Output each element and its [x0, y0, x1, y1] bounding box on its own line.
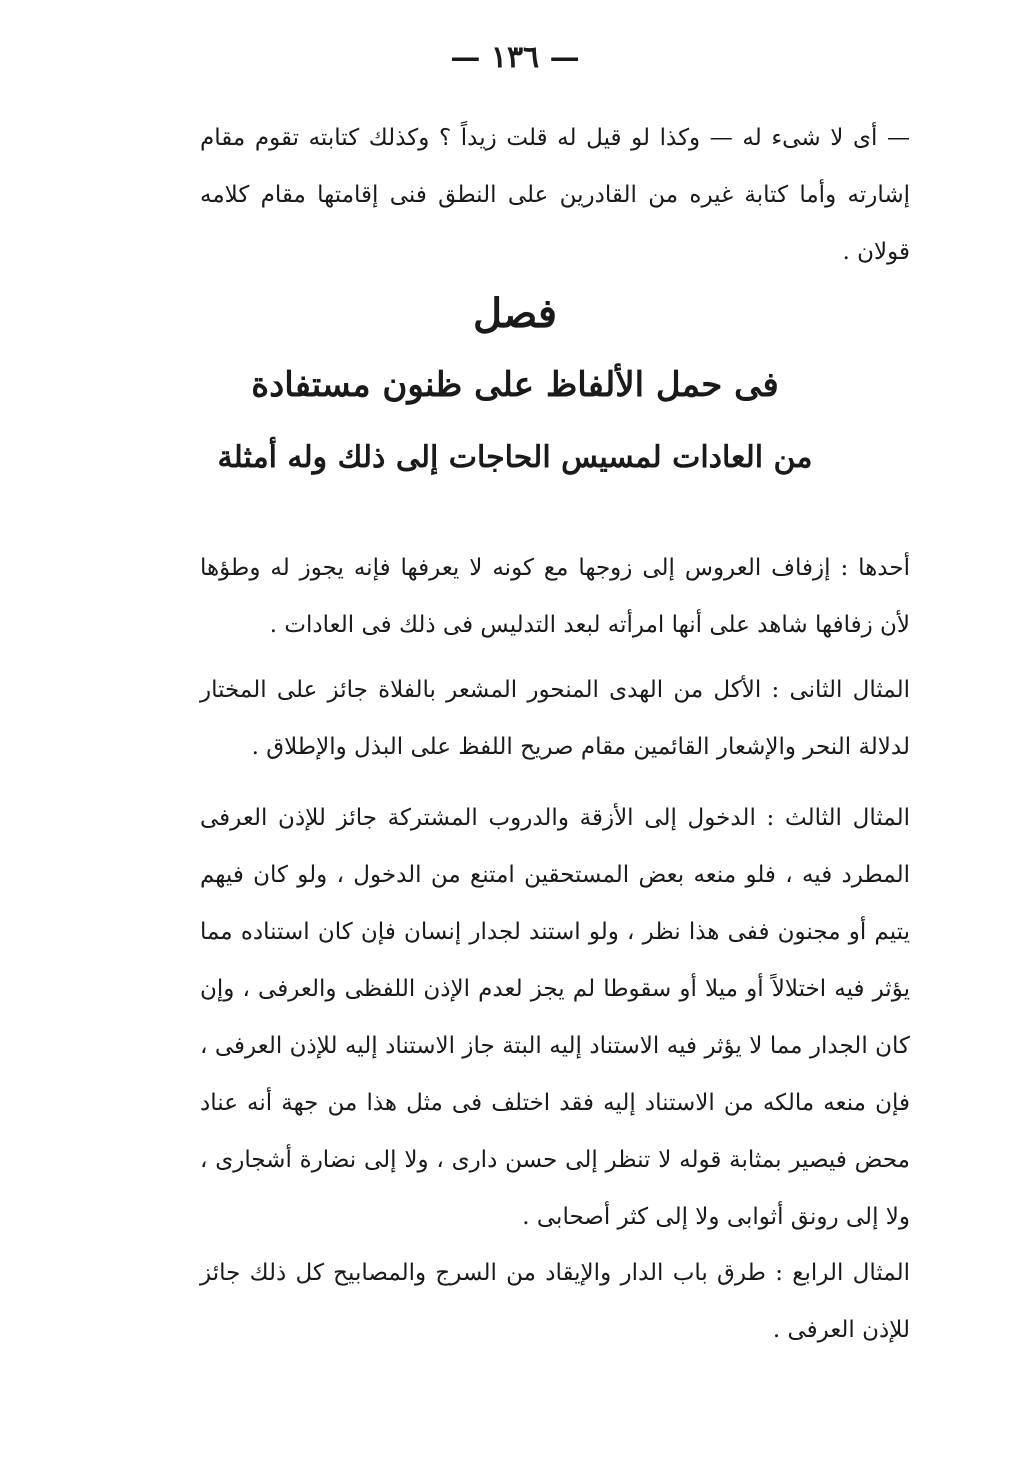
example-2-paragraph: المثال الثانى : الأكل من الهدى المنحور المشعر بالفلاة جائز على المختار لدلالة النحر والإشعار القائمين مقام صريح اللفظ على البذل والإطلاق .: [200, 677, 910, 760]
section-title-line-2: من العادات لمسيس الحاجات إلى ذلك وله أمثلة: [217, 440, 813, 475]
section-label: فصل: [472, 290, 558, 337]
example-3-paragraph: المثال الثالث : الدخول إلى الأزقة والدروب المشتركة جائز للإذن العرفى المطرد فيه ، فلو منعه بعض المستحقين امتنع من الدخول ، ولو كان فيهم يتيم أو مجنون ففى هذا نظر ، ولو استند لجدار إنسان فإن كان استناده مما يؤثر فيه اختلالاً أو ميلا أو سقوطا لم يجز لعدم الإذن اللفظى والعرفى ، وإن كان الجدار مما لا يؤثر فيه الاستناد إليه البتة جاز الاستناد إليه للإذن العرفى ، فإن منعه مالكه من الاستناد إليه فقد اختلف فى مثل هذا من جهة أنه عناد محض فيصير بمثابة قوله لا تنظر إلى حسن دارى ، ولا إلى نضارة أشجارى ، ولا إلى رونق أثوابى ولا إلى كثر أصحابى .: [200, 805, 910, 1230]
example-4-paragraph: المثال الرابع : طرق باب الدار والإيقاد من السرج والمصابيح كل ذلك جائز للإذن العرفى .: [200, 1260, 910, 1343]
intro-paragraph: — أى لا شىء له — وكذا لو قيل له قلت زيداً ؟ وكذلك كتابته تقوم مقام إشارته وأما كتابة غيره من القادرين على النطق فنى إقامتها مقام كلامه قولان .: [200, 125, 910, 265]
section-title-line-1: فى حمل الألفاظ على ظنون مستفادة: [251, 365, 779, 405]
page-number: — ١٣٦ —: [450, 40, 580, 75]
example-1-paragraph: أحدها : إزفاف العروس إلى زوجها مع كونه لا يعرفها فإنه يجوز له وطؤها لأن زفافها شاهد على أنها امرأته لبعد التدليس فى ذلك فى العادات .: [200, 555, 910, 638]
